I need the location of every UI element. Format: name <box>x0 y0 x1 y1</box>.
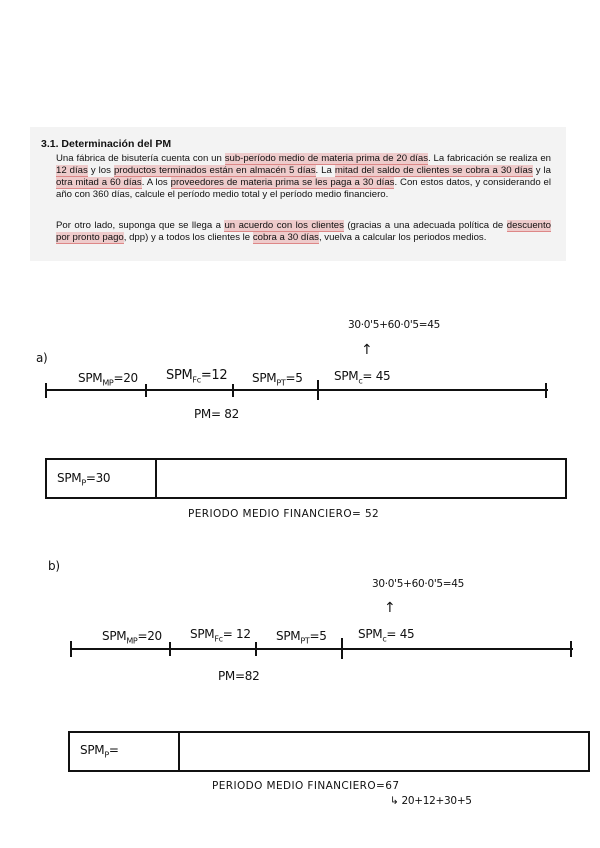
part-a-label: a) <box>36 351 48 365</box>
highlighted-text: productos terminados están en almacén 5 días <box>113 165 316 177</box>
paragraph-text: . A los <box>141 177 171 189</box>
paragraph-text: Una fábrica de bisutería cuenta con un <box>56 153 225 164</box>
problem-title: 3.1. Determinación del PM <box>41 138 172 150</box>
part-a-spm-pt: $SPM_{PT}=5$ <box>252 371 303 388</box>
paragraph-text: . Con estos datos, y considerando el año con 360 días, calcule el período medio total y el período medio financiero. <box>56 177 552 201</box>
paragraph-text: , vuelva a calcular los periodos medios. <box>318 232 487 244</box>
paragraph-text: y la <box>532 165 551 177</box>
part-b-spm-mp: $SPM_{MP}=20$ <box>102 629 162 646</box>
part-b-payment-box <box>68 731 590 772</box>
part-a-spm-mp: $SPM_{MP}=20$ <box>78 371 138 388</box>
part-b-arrow-icon: ↑ <box>384 600 396 616</box>
highlighted-text: proveedores de materia prima se les paga a 30 días <box>170 177 395 189</box>
part-a-spm-c: $SPM_c= 45$ <box>334 369 391 386</box>
highlighted-text: mitad del saldo de clientes se cobra a 30 días <box>334 165 533 177</box>
highlighted-text: un acuerdo con los clientes <box>224 220 344 231</box>
part-b-pm: PM=82 <box>218 669 260 683</box>
part-b-pmf: PERIODO MEDIO FINANCIERO=67 <box>212 780 400 792</box>
highlighted-text: cobra a 30 días <box>252 232 319 244</box>
part-b-label: b) <box>48 559 60 573</box>
highlighted-text: sub-período medio de materia prima de 20 días <box>224 153 429 164</box>
part-b-spm-p: $SPM_P=$ <box>80 743 119 760</box>
highlighted-text: 12 días <box>56 165 88 177</box>
paragraph-text: , dpp) y a todos los clientes le <box>123 232 253 244</box>
highlighted-text: otra mitad a 60 días <box>56 177 142 189</box>
part-b-spm-pt: $SPM_{PT}=5$ <box>276 629 327 646</box>
paragraph-text: y los <box>87 165 114 177</box>
part-b-formula: 30·0'5+60·0'5=45 <box>372 578 465 590</box>
part-a-spm-p: $SPM_P=30$ <box>57 471 111 488</box>
part-b-note: ↳ 20+12+30+5 <box>390 795 472 807</box>
part-a-pm: PM= 82 <box>194 407 239 421</box>
part-b-box-divider <box>178 733 180 770</box>
part-a-box-divider <box>155 460 157 497</box>
part-a-spm-fc: $SPM_{Fc}=12$ <box>166 368 228 385</box>
paragraph-text: . La fabricación se realiza en <box>428 153 552 164</box>
part-a-pmf: PERIODO MEDIO FINANCIERO= 52 <box>188 508 380 520</box>
part-a-formula: 30·0'5+60·0'5=45 <box>348 319 441 331</box>
paragraph-text: Por otro lado, suponga que se llega a <box>56 220 225 231</box>
highlighted-text: descuento por pronto pago <box>56 220 552 244</box>
paragraph-text: . La <box>315 165 335 177</box>
part-b-spm-c: $SPM_c= 45$ <box>358 627 415 644</box>
paragraph-text: (gracias a una adecuada política de <box>343 220 507 231</box>
part-b-spm-fc: $SPM_{Fc}= 12$ <box>190 627 251 644</box>
part-a-payment-box <box>45 458 567 499</box>
part-a-arrow-icon: ↑ <box>361 342 373 358</box>
